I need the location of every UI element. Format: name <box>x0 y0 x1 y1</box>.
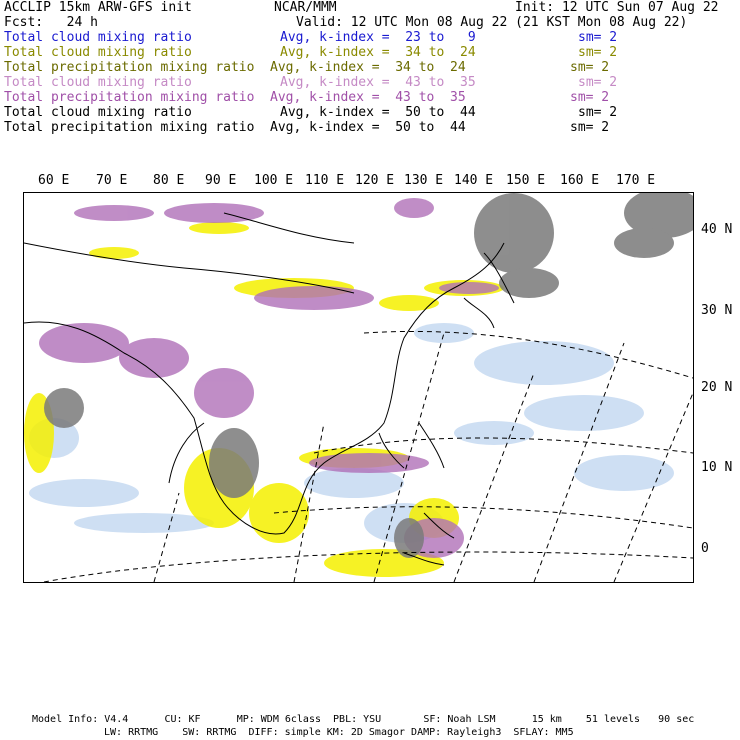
field-3-name: Total precipitation mixing ratio <box>4 60 255 75</box>
field-7-sm: sm= 2 <box>570 120 610 135</box>
field-4-sm: sm= 2 <box>578 75 618 90</box>
physics-info-line: LW: RRTMG SW: RRTMG DIFF: simple KM: 2D Smagor DAMP: Rayleigh3 SFLAY: MM5 <box>104 727 574 738</box>
field-4-avg: Avg, k-index = 43 to 35 <box>280 75 476 90</box>
init-time: Init: 12 UTC Sun 07 Aug 22 <box>515 0 719 15</box>
lon-label-140e: 140 E <box>454 173 494 188</box>
field-1-name: Total cloud mixing ratio <box>4 30 192 45</box>
field-7-avg: Avg, k-index = 50 to 44 <box>270 120 466 135</box>
field-7-name: Total precipitation mixing ratio <box>4 120 255 135</box>
field-2-avg: Avg, k-index = 34 to 24 <box>280 45 476 60</box>
lon-label-60e: 60 E <box>38 173 70 188</box>
lon-label-130e: 130 E <box>404 173 444 188</box>
lon-label-110e: 110 E <box>305 173 345 188</box>
center-label: NCAR/MMM <box>274 0 337 15</box>
lat-label-30n: 30 N <box>701 303 733 318</box>
lon-label-170e: 170 E <box>616 173 656 188</box>
field-2-name: Total cloud mixing ratio <box>4 45 192 60</box>
field-1-avg: Avg, k-index = 23 to 9 <box>280 30 476 45</box>
lon-label-70e: 70 E <box>96 173 128 188</box>
lon-label-80e: 80 E <box>153 173 185 188</box>
lon-label-160e: 160 E <box>560 173 600 188</box>
lon-label-150e: 150 E <box>506 173 546 188</box>
valid-time: Valid: 12 UTC Mon 08 Aug 22 (21 KST Mon 08 Aug 22) <box>296 15 688 30</box>
forecast-hour: Fcst: 24 h <box>4 15 98 30</box>
map-panel <box>23 192 694 583</box>
field-5-name: Total precipitation mixing ratio <box>4 90 255 105</box>
field-2-sm: sm= 2 <box>578 45 618 60</box>
lon-label-90e: 90 E <box>205 173 237 188</box>
field-5-avg: Avg, k-index = 43 to 35 <box>270 90 466 105</box>
field-3-sm: sm= 2 <box>570 60 610 75</box>
lat-label-0: 0 <box>701 541 709 556</box>
lat-label-10n: 10 N <box>701 460 733 475</box>
map-svg <box>24 193 693 582</box>
field-6-sm: sm= 2 <box>578 105 618 120</box>
field-6-avg: Avg, k-index = 50 to 44 <box>280 105 476 120</box>
cloud-shading <box>24 193 693 577</box>
lon-label-100e: 100 E <box>254 173 294 188</box>
model-info-line: Model Info: V4.4 CU: KF MP: WDM 6class PBL: YSU SF: Noah LSM 15 km 51 levels 90 sec <box>32 714 695 725</box>
field-4-name: Total cloud mixing ratio <box>4 75 192 90</box>
field-5-sm: sm= 2 <box>570 90 610 105</box>
field-3-avg: Avg, k-index = 34 to 24 <box>270 60 466 75</box>
model-title: ACCLIP 15km ARW-GFS init <box>4 0 192 15</box>
field-6-name: Total cloud mixing ratio <box>4 105 192 120</box>
lat-label-40n: 40 N <box>701 222 733 237</box>
field-1-sm: sm= 2 <box>578 30 618 45</box>
lon-label-120e: 120 E <box>355 173 395 188</box>
lat-label-20n: 20 N <box>701 380 733 395</box>
